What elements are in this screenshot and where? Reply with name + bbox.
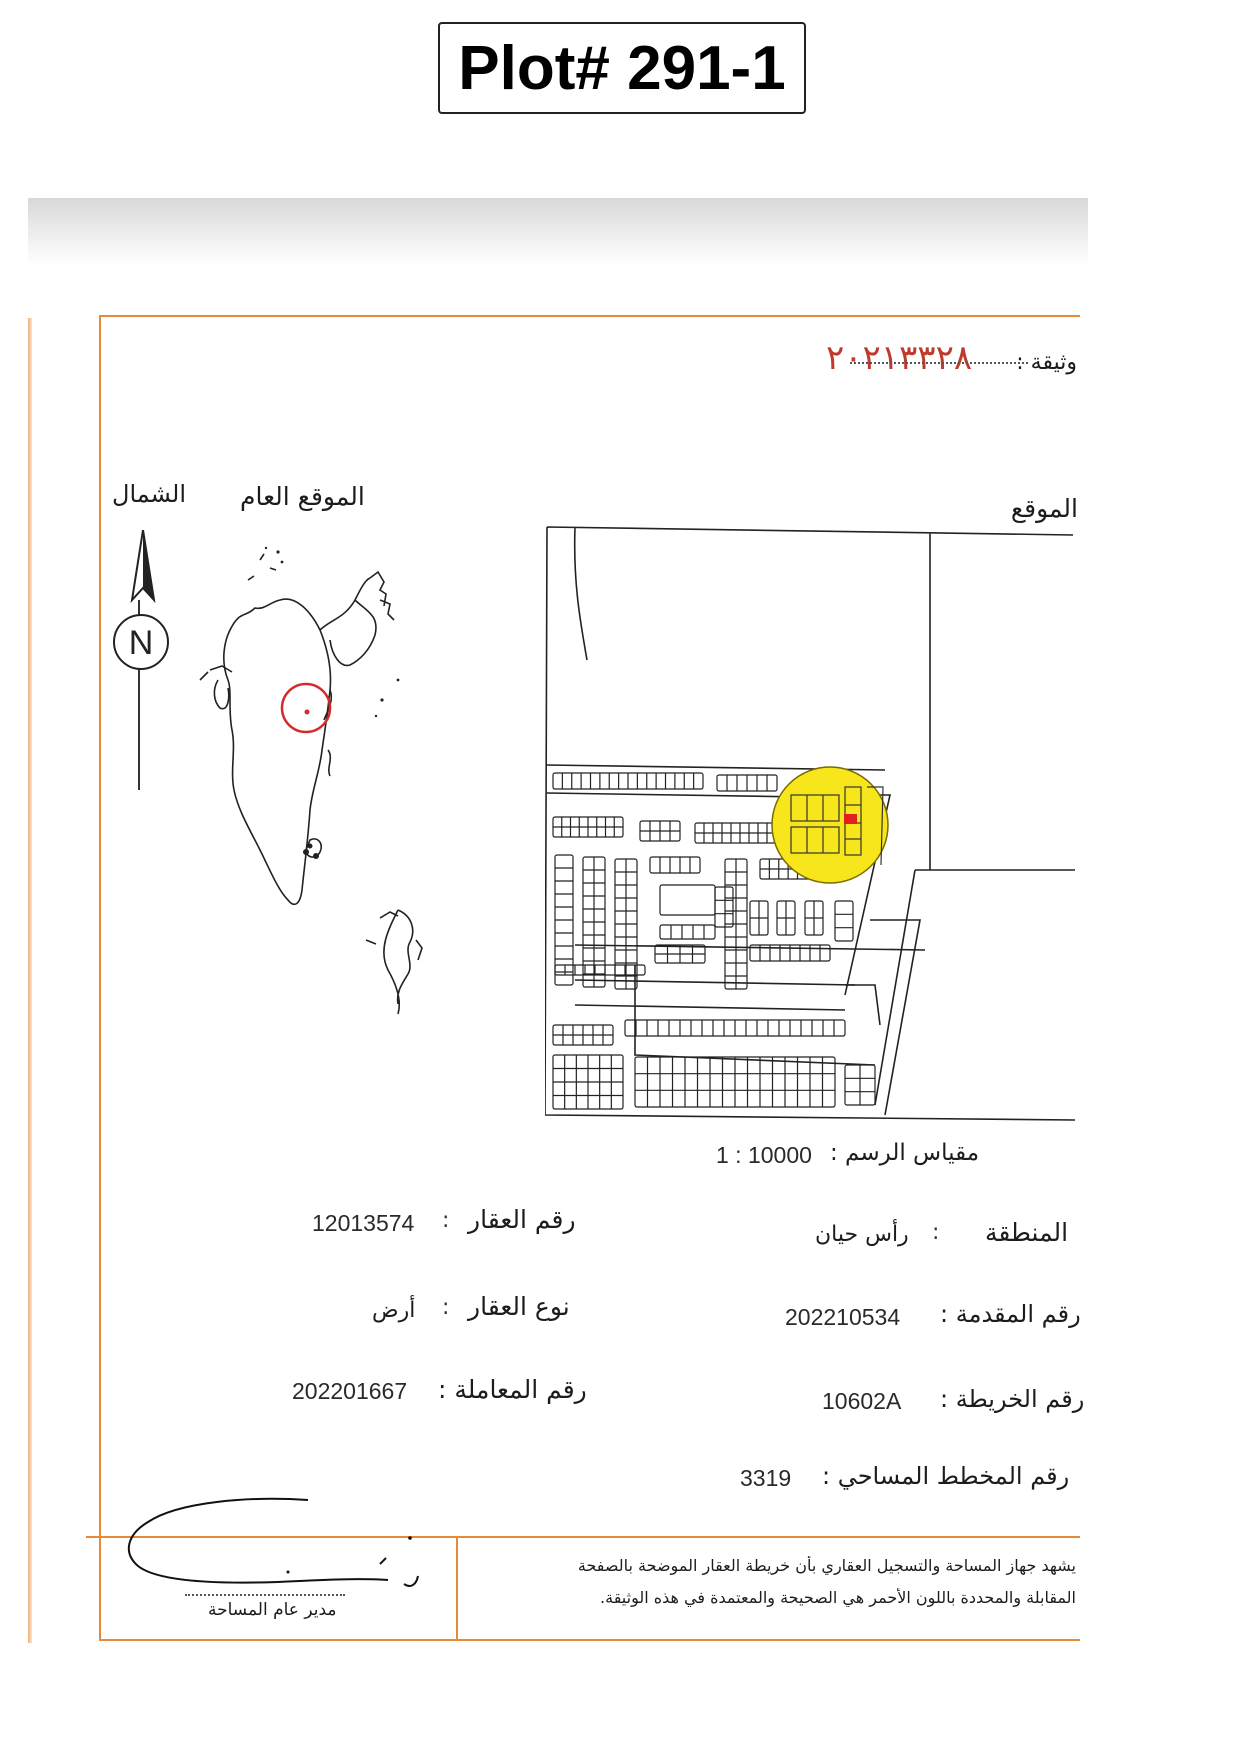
- plot-title: Plot# 291-1: [438, 22, 806, 114]
- signature-dotted-line: [185, 1594, 345, 1596]
- lot-block: [835, 901, 853, 941]
- area-colon: :: [932, 1220, 940, 1245]
- lot-block: [650, 857, 700, 873]
- scan-edge: [28, 318, 32, 1643]
- map-number-label: رقم الخريطة :: [940, 1385, 1085, 1413]
- application-number-value: 202210534: [785, 1304, 901, 1330]
- bahrain-outline-map: [170, 540, 470, 1060]
- signature-graphic: [118, 1492, 438, 1602]
- transaction-number-value: 202201667: [292, 1378, 408, 1404]
- site-location-label: الموقع: [1010, 494, 1078, 523]
- property-type-colon: :: [442, 1295, 450, 1320]
- lot-block: [660, 885, 715, 915]
- survey-plan-label: رقم المخطط المساحي :: [822, 1462, 1070, 1490]
- north-label: الشمال: [112, 480, 187, 508]
- general-location-label: الموقع العام: [240, 482, 365, 511]
- survey-plan-value: 3319: [740, 1465, 792, 1491]
- property-type-value: أرض: [372, 1298, 416, 1323]
- property-number-label: رقم العقار: [468, 1205, 576, 1234]
- north-arrow-icon: [108, 530, 178, 800]
- site-plan-map: [545, 525, 1075, 1125]
- certification-line-2: المقابلة والمحددة باللون الأحمر هي الصحيحة والمعتمدة في هذه الوثيقة.: [600, 1588, 1076, 1607]
- transaction-number-label: رقم المعاملة :: [438, 1375, 587, 1404]
- scan-shadow: [28, 198, 1088, 266]
- map-number-value: 10602A: [822, 1388, 902, 1414]
- certification-line-1: يشهد جهاز المساحة والتسجيل العقاري بأن خريطة العقار الموضحة بالصفحة: [577, 1556, 1076, 1575]
- property-number-value: 12013574: [312, 1210, 415, 1236]
- footer-column-divider: [456, 1538, 458, 1641]
- locator-circle: [282, 684, 330, 732]
- document-number: ٢٠٢١٣٣٢٨: [826, 338, 973, 378]
- application-number-label: رقم المقدمة :: [940, 1300, 1081, 1328]
- area-label: المنطقة: [985, 1218, 1069, 1247]
- property-type-label: نوع العقار: [468, 1292, 570, 1321]
- highlight-circle: [772, 767, 888, 883]
- document-number-dots: [850, 362, 1028, 364]
- lot-block: [660, 925, 715, 939]
- subject-plot: [844, 814, 857, 824]
- scale-value: 1 : 10000: [716, 1142, 812, 1168]
- property-number-colon: :: [442, 1208, 450, 1233]
- signatory-title: مدير عام المساحة: [208, 1600, 337, 1620]
- area-value: رأس حيان: [815, 1222, 909, 1247]
- document-number-label: وثيقة :: [1016, 350, 1077, 375]
- lot-block: [715, 887, 733, 927]
- scale-label: مقياس الرسم :: [830, 1140, 980, 1166]
- north-letter: N: [128, 624, 154, 662]
